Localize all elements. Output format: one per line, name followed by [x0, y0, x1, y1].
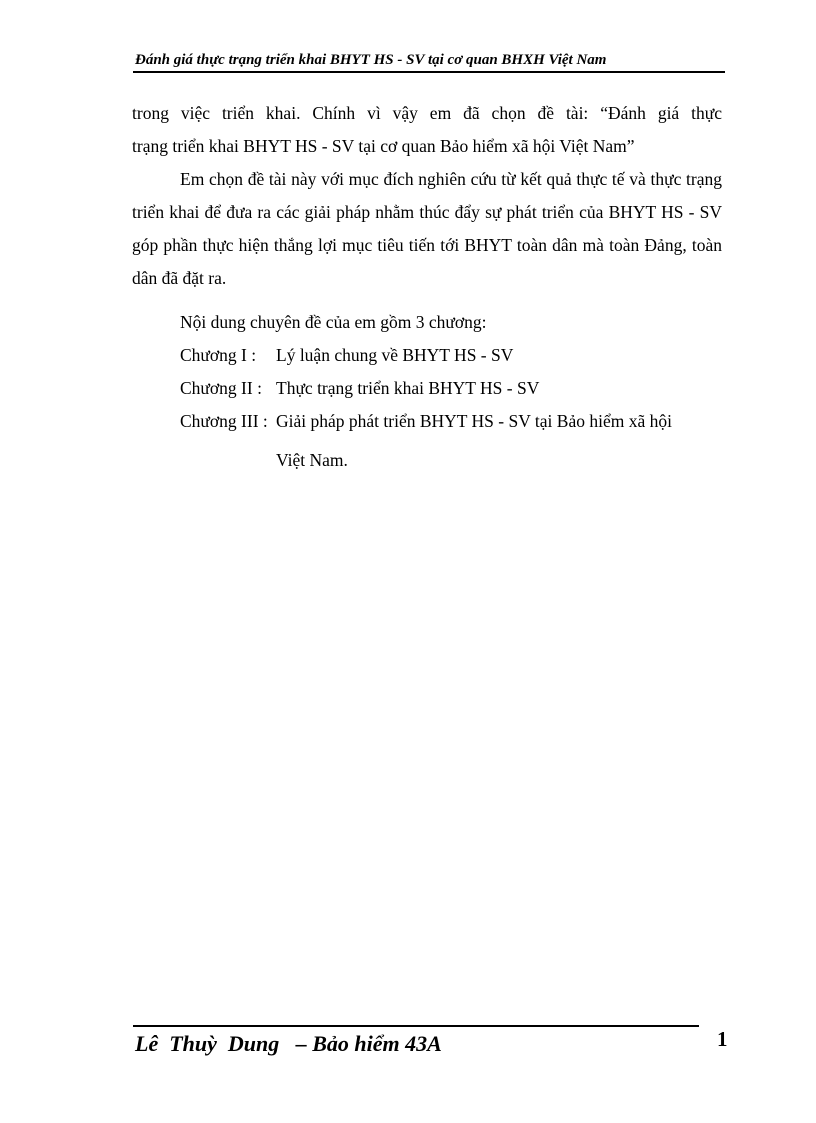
chapter-2-label: Chương II : [180, 378, 262, 398]
page-number: 1 [717, 1027, 728, 1051]
chapter-3-title: Giải pháp phát triển BHYT HS - SV tại Bảo hiểm xã hội [276, 411, 672, 431]
header-divider [133, 71, 725, 73]
paragraph-1-line-1: trong việc triển khai. Chính vì vậy em đã chọn đề tài: “Đánh giá thực [132, 103, 722, 123]
chapter-2-title: Thực trạng triển khai BHYT HS - SV [276, 378, 540, 398]
footer-divider [133, 1025, 699, 1027]
chapter-3-label: Chương III : [180, 411, 268, 431]
contents-intro: Nội dung chuyên đề của em gồm 3 chương: [180, 312, 487, 332]
footer-author: Lê Thuỳ Dung – Bảo hiểm 43A [135, 1031, 442, 1056]
chapter-1-label: Chương I : [180, 345, 257, 365]
paragraph-2-text: Em chọn đề tài này với mục đích nghiên cứu từ kết quả thực tế và thực trạng triển khai để đưa ra các giải pháp nhằm thúc đẩy sự phát triển của BHYT HS - SV góp phần thực hiện thắng lợi mục tiêu tiến tới BHYT toàn dân mà toàn Đảng, toàn dân đã đặt ra. [132, 169, 722, 288]
paragraph-2 [132, 163, 722, 295]
chapter-1-title: Lý luận chung về BHYT HS - SV [276, 345, 514, 365]
paragraph-1 [132, 97, 722, 163]
header-title: Đánh giá thực trạng triển khai BHYT HS - SV tại cơ quan BHXH Việt Nam [135, 52, 607, 68]
chapter-2-line [180, 378, 539, 399]
paragraph-1-line-2: trạng triển khai BHYT HS - SV tại cơ quan Bảo hiểm xã hội Việt Nam” [132, 136, 635, 156]
chapter-3-line [180, 411, 672, 432]
chapter-3-continuation: Việt Nam. [276, 450, 348, 470]
chapter-1-line [180, 345, 513, 366]
